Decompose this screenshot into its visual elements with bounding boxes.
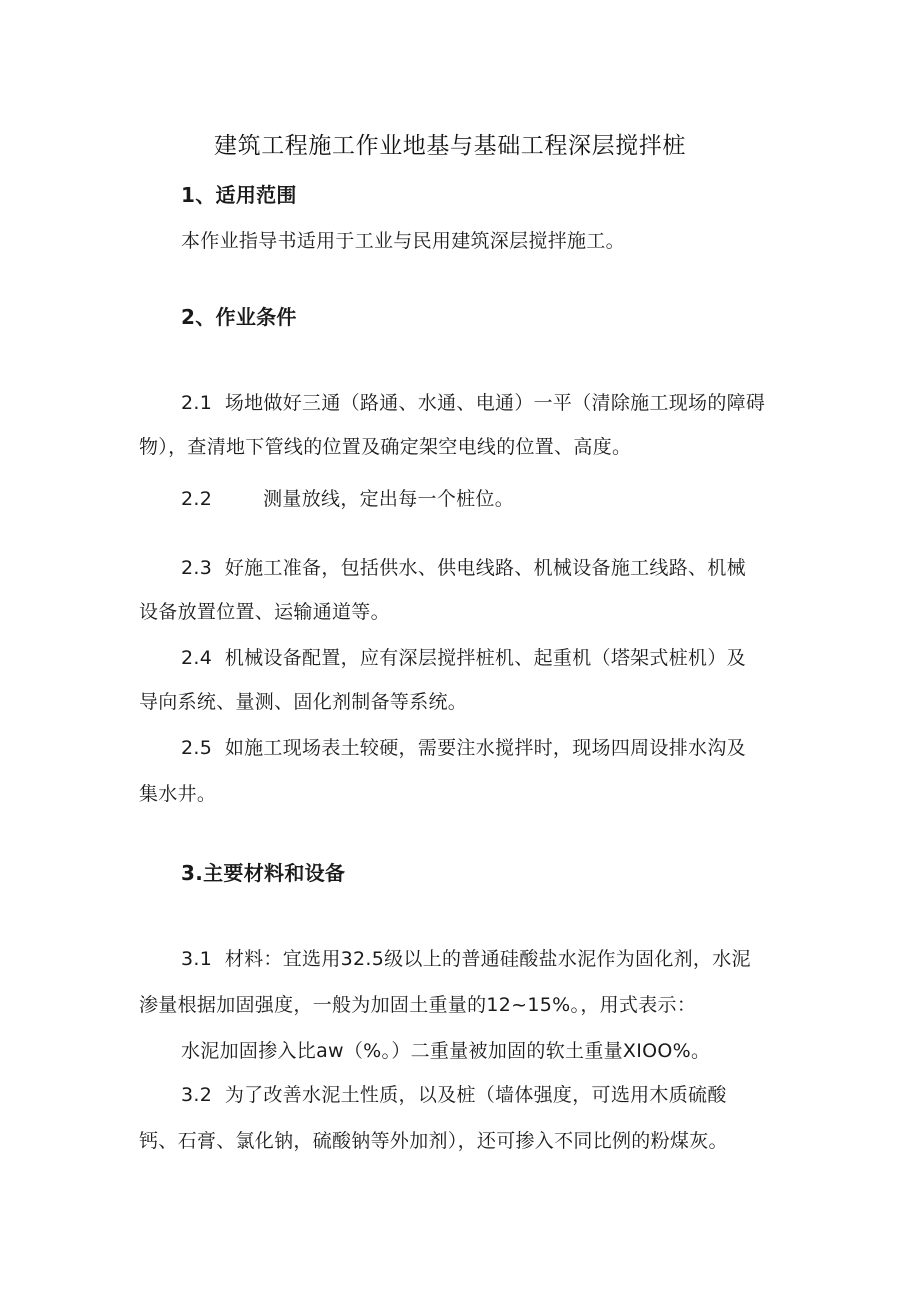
- item-2-2-number: 2.2: [181, 488, 213, 510]
- section-2-heading: 2、作业条件: [181, 305, 297, 329]
- section-3-heading: 3.主要材料和设备: [181, 861, 346, 885]
- section-1-heading: 1、适用范围: [181, 183, 297, 207]
- item-3-1-text: 材料：宜选用32.5级以上的普通硅酸盐水泥作为固化剂，水泥: [224, 948, 751, 970]
- item-2-1-line-2: 物），查清地下管线的位置及确定架空电线的位置、高度。: [139, 436, 632, 458]
- item-2-4-text: 机械设备配置，应有深层搅拌桩机、起重机（塔架式桩机）及: [224, 647, 746, 669]
- item-2-3-line-2: 设备放置位置、运输通道等。: [139, 601, 390, 623]
- item-2-2-line-1: [181, 487, 514, 511]
- item-2-4-line-1: [181, 646, 746, 670]
- item-2-1-number: 2.1: [181, 392, 213, 414]
- item-2-5-line-2: 集水井。: [139, 783, 217, 805]
- item-2-2-text: 测量放线，定出每一个桩位。: [263, 488, 515, 510]
- item-2-3-line-1: [181, 556, 746, 580]
- item-3-1-line-1: [181, 947, 751, 971]
- item-2-3-number: 2.3: [181, 557, 213, 579]
- page-title: 建筑工程施工作业地基与基础工程深层搅拌桩: [214, 133, 686, 159]
- item-2-4-line-2: 导向系统、量测、固化剂制备等系统。: [139, 691, 468, 713]
- item-2-1-line-1: [181, 391, 765, 415]
- item-2-5-number: 2.5: [181, 737, 213, 759]
- section-1-body: 本作业指导书适用于工业与民用建筑深层搅拌施工。: [181, 230, 625, 252]
- item-2-5-text: 如施工现场表土较硬，需要注水搅拌时，现场四周设排水沟及: [224, 737, 746, 759]
- item-3-2-number: 3.2: [181, 1084, 213, 1106]
- item-3-2-text: 为了改善水泥土性质，以及桩（墙体强度，可选用木质硫酸: [224, 1084, 727, 1106]
- item-2-4-number: 2.4: [181, 647, 213, 669]
- item-3-1-formula: 水泥加固掺入比aw（%。）二重量被加固的软土重量XIOO%。: [181, 1040, 711, 1062]
- item-3-1-line-2: 渗量根据加固强度，一般为加固土重量的12~15%。，用式表示：: [139, 994, 697, 1016]
- item-3-2-line-1: [181, 1083, 727, 1107]
- item-2-5-line-1: [181, 736, 746, 760]
- item-3-2-line-2: 钙、石膏、氯化钠，硫酸钠等外加剂），还可掺入不同比例的粉煤灰。: [139, 1130, 728, 1152]
- item-2-1-text: 场地做好三通（路通、水通、电通）一平（清除施工现场的障碍: [224, 392, 766, 414]
- item-2-3-text: 好施工准备，包括供水、供电线路、机械设备施工线路、机械: [224, 557, 746, 579]
- item-3-1-number: 3.1: [181, 948, 213, 970]
